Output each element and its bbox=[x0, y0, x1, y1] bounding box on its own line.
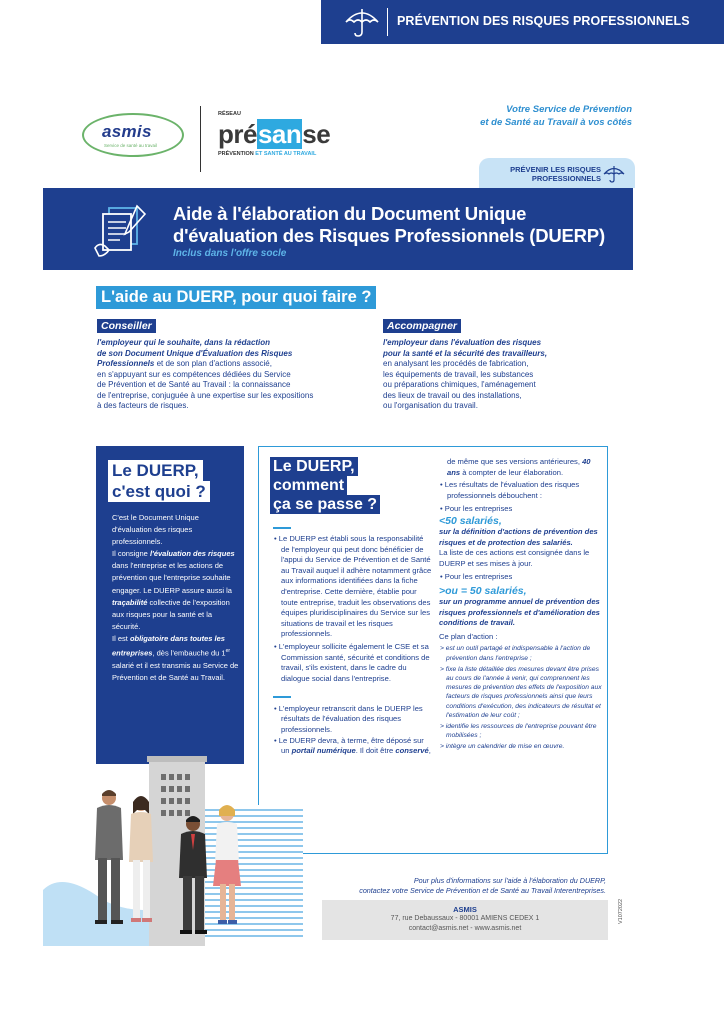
title-subtitle: Inclus dans l'offre socle bbox=[173, 248, 287, 259]
umbrella-icon bbox=[603, 165, 625, 183]
team-illustration bbox=[43, 750, 303, 946]
prevenir-badge-label: PRÉVENIR LES RISQUES PROFESSIONNELS bbox=[510, 165, 601, 183]
footer-org: ASMIS bbox=[453, 905, 477, 914]
footer-contact[interactable]: contact@asmis.net - www.asmis.net bbox=[408, 925, 522, 932]
passe-heading-1: Le DUERP, bbox=[270, 457, 358, 476]
quoi-card bbox=[96, 446, 244, 764]
accompagner-label: Accompagner bbox=[383, 319, 461, 333]
footer-note: Pour plus d'informations sur l'aide à l'élaboration du DUERP, contactez votre Service de Prévention et de Santé au Travail Interentreprises. bbox=[359, 876, 606, 895]
logo-divider bbox=[200, 106, 201, 172]
prevenir-badge bbox=[479, 158, 635, 188]
footer-contact-box bbox=[322, 900, 608, 940]
dash-divider bbox=[273, 696, 291, 698]
accompagner-text: l'employeur dans l'évaluation des risques pour la santé et la sécurité des travailleurs, en analysant les procédés de fabrication, les équipements de travail, les substances ou préparations chimiques, l'aménagement des lieux de travail ou des installations, ou l'organisation du travail. bbox=[383, 338, 548, 410]
document-hand-icon bbox=[93, 202, 155, 260]
dash-divider bbox=[273, 527, 291, 529]
presanse-logo bbox=[218, 111, 338, 161]
header-title: PRÉVENTION DES RISQUES PROFESSIONNELS bbox=[397, 14, 690, 28]
footer-address: 77, rue Debaussaux - 80001 AMIENS CEDEX 1 bbox=[390, 915, 540, 922]
passe-heading-3: ça se passe ? bbox=[270, 495, 380, 514]
header-band bbox=[321, 0, 724, 44]
passe-card bbox=[258, 446, 608, 854]
quoi-heading-1: Le DUERP, bbox=[108, 460, 203, 481]
section-heading: L'aide au DUERP, pour quoi faire ? bbox=[96, 286, 376, 309]
person-2 bbox=[129, 796, 153, 922]
header-separator bbox=[387, 8, 388, 36]
asmis-logo-name: asmis bbox=[102, 122, 152, 141]
version-code: V1072022 bbox=[618, 898, 624, 924]
title-band bbox=[43, 188, 633, 270]
conseiller-label: Conseiller bbox=[97, 319, 156, 333]
asmis-logo-sub: Service de santé au travail bbox=[104, 143, 158, 148]
conseiller-text: l'employeur qui le souhaite, dans la rédaction de son Document Unique d'Évaluation des Risques Professionnels et de son plan d'actions associé, en s'appuyant sur es compétences dédiées du Service de Prévention et de Santé au Travail : la connaissance de l'entreprise, conjuguée à une expertise sur les expositions à des facteurs de risques. bbox=[97, 338, 314, 410]
passe-heading-2: comment bbox=[270, 476, 347, 495]
title-line-2: d'évaluation des Risques Professionnels (DUERP) bbox=[173, 225, 605, 246]
quoi-heading-2: c'est quoi ? bbox=[108, 481, 210, 502]
passe-col-right: de même que ses versions antérieures, 40 ans à compter de leur élaboration. • Les résultats de l'évaluation des risques professionnels débouchent : • Pour les entreprises <50 salariés, sur la définition d'actions de prévention des risques et de protection des salariés. La liste de ces actions est consignée dans le DUERP et ses mises à jour. • Pour les entreprises >ou = 50 salariés, sur un programme annuel de prévention des risques professionnels et d'amélioration des conditions de travail. Ce plan d'action : > est un outil partagé et indispensable à l'action de prévention dans l'entreprise ; > fixe la liste détaillée des mesures devant être prises au cours de l'année à venir, qui comprennent les mesures de prévention des effets de l'exposition aux facteurs de risques professionnels ainsi que leurs conditions d'exécution, des indicateurs de résultat et l'estimation de leur coût ; > identifie les ressources de l'entreprise pouvant être mobilisées ; > intègre un calendrier de mise en œuvre. bbox=[439, 457, 602, 751]
presanse-tagline: PRÉVENTION ET SANTÉ AU TRAVAIL bbox=[218, 151, 317, 157]
service-tagline: Votre Service de Prévention et de Santé au Travail à vos côtés bbox=[480, 104, 632, 128]
asmis-logo bbox=[82, 113, 184, 157]
presanse-reseau: RÉSEAU bbox=[218, 111, 241, 117]
presanse-wordmark: présanse bbox=[218, 119, 331, 149]
title-line-1: Aide à l'élaboration du Document Unique bbox=[173, 203, 527, 224]
umbrella-icon bbox=[343, 6, 381, 38]
passe-col-left: • Le DUERP est établi sous la responsabilité de l'employeur qui peut donc bénéficier de l'appui du Service de Prévention et de Santé au Travail auquel il adhère notamment grâce aux informations identifiées dans la fiche d'entreprise. Cette dernière, établie pour toute entreprise, traduit les observations des équipes pluridisciplinaires du Service sur les situations de travail et les risques professionnels. • L'employeur sollicite également le CSE et sa Commission santé, sécurité et conditions de travail, s'ils existent, dans le cadre du dialogue social dans l'entreprise. • L'employeur retranscrit dans le DUERP les résultats de l'évaluation des risques professionnels. • Le DUERP devra, à terme, être déposé sur un portail numérique. Il doit être conservé, bbox=[274, 534, 432, 756]
quoi-text: C'est le Document Unique d'évaluation des risques professionnels. Il consigne l'évaluation des risques dans l'entreprise et les actions de prévention que l'entreprise souhaite engager. Le DUERP assure aussi la traçabilité collective de l'exposition aux risques pour la santé et la sécurité. Il est obligatoire dans toutes les entreprises, dès l'embauche du 1er salarié et il est transmis au Service de Prévention et de Santé au Travail. bbox=[112, 513, 239, 682]
